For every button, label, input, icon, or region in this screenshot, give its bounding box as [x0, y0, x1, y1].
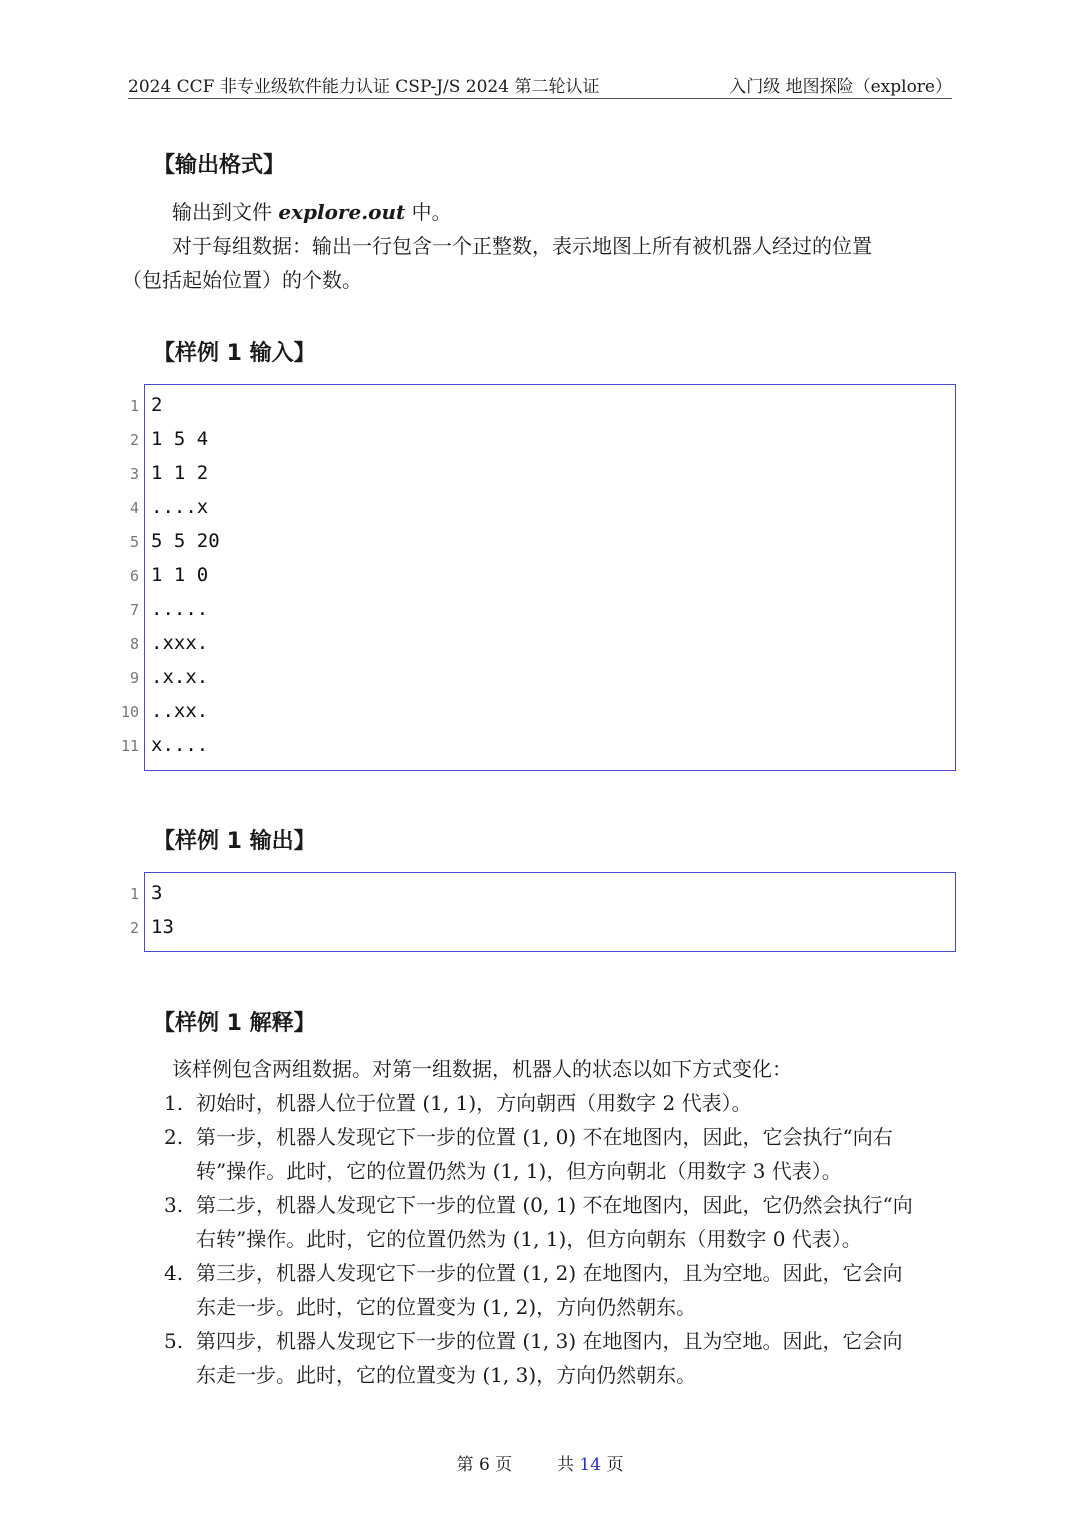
output-format-line1-suffix: 中。: [405, 200, 452, 224]
code-text: ..xx.: [151, 700, 209, 722]
code-text: 1 1 0: [151, 564, 209, 586]
sample-output-title: 【样例 1 输出】: [153, 829, 316, 854]
explanation-item-line: 右转”操作。此时，它的位置仍然为 (1, 1)，但方向朝东（用数字 0 代表）。: [196, 1227, 862, 1251]
page-footer: [0, 1450, 1080, 1475]
total-pages: 14: [579, 1455, 602, 1475]
line-number: 1: [129, 397, 139, 415]
line-number: 5: [129, 533, 139, 551]
code-text: .x.x.: [151, 666, 209, 688]
output-format-line2: 对于每组数据：输出一行包含一个正整数，表示地图上所有被机器人经过的位置: [172, 234, 872, 258]
code-text: 2: [151, 394, 163, 416]
explanation-item: [160, 1324, 960, 1392]
explanation-item-line: 第一步，机器人发现它下一步的位置 (1, 0) 不在地图内，因此，它会执行“向右: [196, 1125, 893, 1149]
explanation-item-line: 第二步，机器人发现它下一步的位置 (0, 1) 不在地图内，因此，它仍然会执行“向: [196, 1193, 913, 1217]
page-number: 6: [478, 1455, 490, 1475]
code-line: [129, 527, 955, 561]
explanation-intro: 该样例包含两组数据。对第一组数据，机器人的状态以如下方式变化：: [172, 1057, 792, 1081]
output-format-line1-prefix: 输出到文件: [172, 200, 279, 224]
output-format-title: 【输出格式】: [153, 153, 286, 178]
output-file-name: explore.out: [278, 200, 406, 224]
explanation-item-number: 4.: [164, 1261, 184, 1285]
explanation-item-line: 东走一步。此时，它的位置变为 (1, 3)，方向仍然朝东。: [196, 1363, 697, 1387]
line-number: 2: [129, 919, 139, 937]
line-number: 2: [129, 431, 139, 449]
page-header: [128, 70, 952, 99]
explanation-title: 【样例 1 解释】: [153, 1011, 316, 1036]
code-text: 3: [151, 882, 163, 904]
explanation-item-line: 初始时，机器人位于位置 (1, 1)，方向朝西（用数字 2 代表）。: [196, 1091, 752, 1115]
explanation-item: [160, 1120, 960, 1188]
code-text: .....: [151, 598, 209, 620]
code-line: [129, 629, 955, 663]
line-number: 10: [120, 703, 139, 721]
code-text: 1 5 4: [151, 428, 209, 450]
sample-input-title: 【样例 1 输入】: [153, 341, 316, 366]
code-line: [129, 391, 955, 425]
code-text: .xxx.: [151, 632, 209, 654]
code-text: 5 5 20: [151, 530, 220, 552]
code-line: [120, 697, 955, 731]
total-pages-prefix: 共: [557, 1455, 580, 1475]
code-line: [129, 425, 955, 459]
code-line: [129, 595, 955, 629]
explanation-list: [160, 1086, 960, 1392]
explanation-item-line: 转”操作。此时，它的位置仍然为 (1, 1)，但方向朝北（用数字 3 代表）。: [196, 1159, 842, 1183]
line-number: 1: [129, 885, 139, 903]
code-text: ....x: [151, 496, 209, 518]
total-pages-suffix: 页: [601, 1455, 624, 1475]
line-number: 9: [129, 669, 139, 687]
sample-output-box: [129, 872, 956, 952]
line-number: 7: [129, 601, 139, 619]
explanation-item-line: 东走一步。此时，它的位置变为 (1, 2)，方向仍然朝东。: [196, 1295, 697, 1319]
line-number: 11: [120, 737, 139, 755]
code-line: [129, 663, 955, 697]
header-right-title: 入门级 地图探险（explore）: [729, 77, 952, 97]
code-line: [129, 493, 955, 527]
explanation-item-line: 第四步，机器人发现它下一步的位置 (1, 3) 在地图内，且为空地。因此，它会向: [196, 1329, 903, 1353]
sample-input-box: [120, 384, 956, 771]
output-format-line3: （包括起始位置）的个数。: [122, 268, 362, 292]
page-number-suffix: 页: [489, 1455, 513, 1475]
line-number: 4: [129, 499, 139, 517]
code-line: [129, 561, 955, 595]
line-number: 3: [129, 465, 139, 483]
explanation-item-number: 1.: [164, 1091, 184, 1115]
header-left-title: 2024 CCF 非专业级软件能力认证 CSP-J/S 2024 第二轮认证: [128, 77, 600, 97]
line-number: 6: [129, 567, 139, 585]
code-text: 1 1 2: [151, 462, 209, 484]
explanation-item: [160, 1188, 960, 1256]
explanation-item: [160, 1086, 960, 1120]
output-format-line1: [172, 195, 452, 229]
explanation-item-number: 3.: [164, 1193, 184, 1217]
explanation-item-line: 第三步，机器人发现它下一步的位置 (1, 2) 在地图内，且为空地。因此，它会向: [196, 1261, 903, 1285]
code-text: x....: [151, 734, 209, 756]
code-text: 13: [151, 916, 174, 938]
explanation-item: [160, 1256, 960, 1324]
code-line: [120, 731, 955, 765]
explanation-item-number: 5.: [164, 1329, 184, 1353]
code-line: [129, 879, 955, 913]
code-line: [129, 913, 955, 947]
page-number-prefix: 第: [456, 1455, 479, 1475]
explanation-item-number: 2.: [164, 1125, 184, 1149]
line-number: 8: [129, 635, 139, 653]
code-line: [129, 459, 955, 493]
